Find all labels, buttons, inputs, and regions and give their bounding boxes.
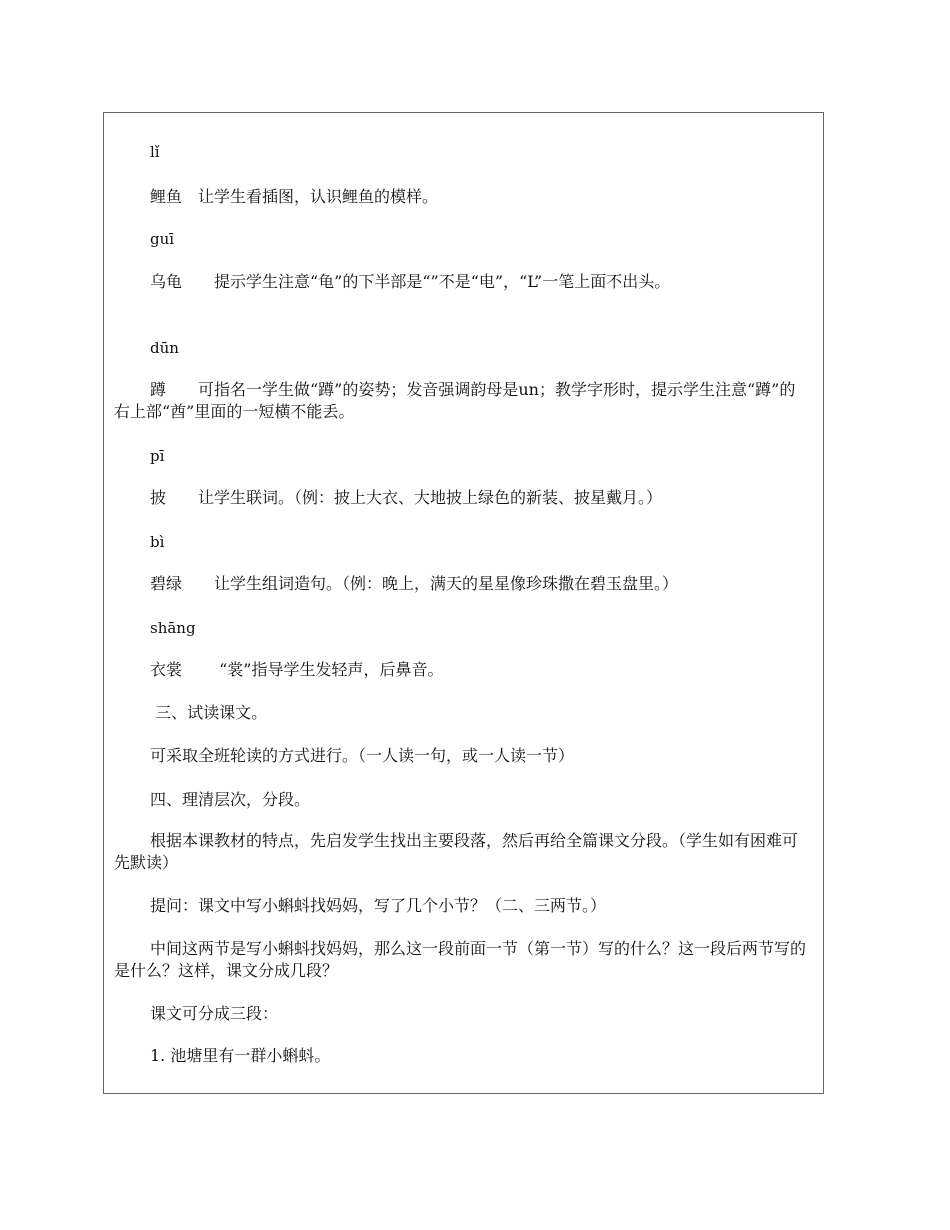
entry-drape: 披 让学生联词。（例：披上大衣、大地披上绿色的新装、披星戴月。） <box>150 488 663 507</box>
paragraph-round-reading: 可采取全班轮读的方式进行。（一人读一句，或一人读一节） <box>150 746 575 765</box>
paragraph-question: 提问：课文中写小蝌蚪找妈妈，写了几个小节？（二、三两节。） <box>150 896 607 915</box>
entry-clothes: 衣裳 “裳”指导学生发轻声，后鼻音。 <box>150 660 444 679</box>
paragraph-middle-sections: 中间这两节是写小蝌蚪找妈妈，那么这一段前面一节（第一节）写的什么？这一段后两节写的是什么？这样，课文分成几段？ <box>114 939 807 980</box>
pinyin-dun: dūn <box>150 339 179 357</box>
pinyin-bi: bì <box>150 533 165 551</box>
pinyin-pi: pī <box>150 447 165 465</box>
paragraph-three-parts: 课文可分成三段： <box>150 1004 279 1023</box>
document-frame <box>103 112 824 1094</box>
pinyin-li: lǐ <box>150 143 160 161</box>
list-item-1: 1. 池塘里有一群小蝌蚪。 <box>150 1046 331 1065</box>
section-three-heading: 三、试读课文。 <box>150 703 268 722</box>
paragraph-textbook-features: 根据本课教材的特点，先启发学生找出主要段落，然后再给全篇课文分段。（学生如有困难可先默读） <box>114 831 799 872</box>
entry-carp: 鲤鱼 让学生看插图，认识鲤鱼的模样。 <box>150 187 439 206</box>
section-four-heading: 四、理清层次，分段。 <box>150 790 311 809</box>
pinyin-shang: shāng <box>150 619 196 637</box>
entry-jade-green: 碧绿 让学生组词造句。（例：晚上，满天的星星像珍珠撒在碧玉盘里。） <box>150 574 679 593</box>
entry-squat: 蹲 可指名一学生做“蹲”的姿势；发音强调韵母是un；教学字形时，提示学生注意“蹲”的右上部“酋”里面的一短横不能丢。 <box>114 380 796 421</box>
pinyin-gui: guī <box>150 230 175 248</box>
entry-turtle: 乌龟 提示学生注意“龟”的下半部是“”不是“电”，“L”一笔上面不出头。 <box>150 272 671 291</box>
